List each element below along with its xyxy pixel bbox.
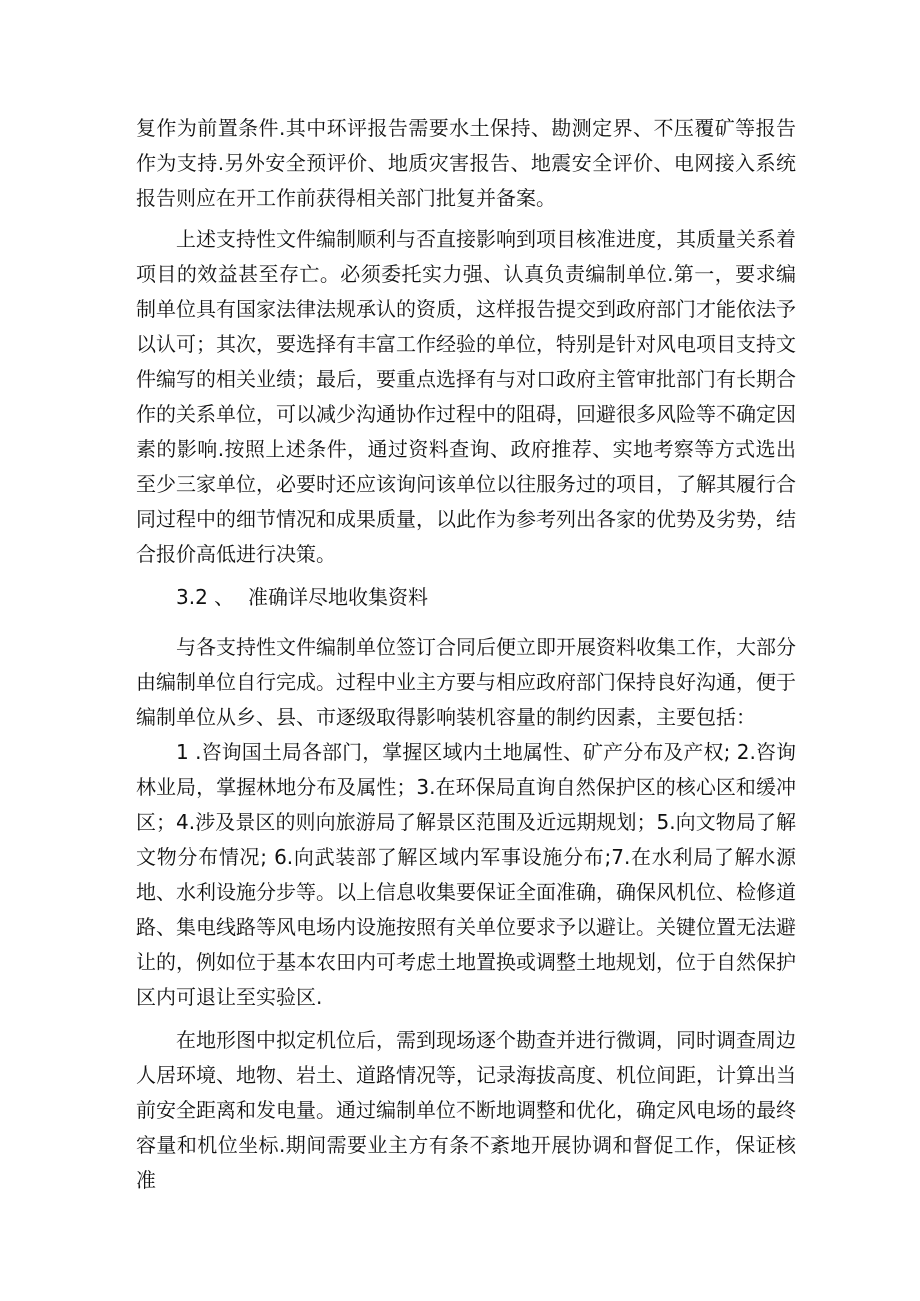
section-number: 3.2 、	[176, 585, 235, 609]
paragraph-consultation-list: 1 .咨询国土局各部门，掌握区域内土地属性、矿产分布及产权; 2.咨询林业局，掌握林地分布及属性；3.在环保局直询自然保护区的核心区和缓冲区；4.涉及景区的则向旅游局了解景区范围及近远期规划；5.向文物局了解文物分布情况; 6.向武装部了解区域内军事设施分布;7.在水利局了解水源地、水利设施分步等。以上信息收集要保证全面准确，确保风机位、检修道路、集电线路等风电场内设施按照有关单位要求予以避让。关键位置无法避让的，例如位于基本农田内可考虑土地置换或调整土地规划，位于自然保护区内可退让至实验区.	[136, 740, 796, 1009]
section-title: 准确详尽地收集资料	[248, 585, 428, 609]
document-body	[136, 111, 796, 1198]
paragraph-site-survey: 在地形图中拟定机位后，需到现场逐个勘查并进行微调，同时调查周边人居环境、地物、岩土、道路情况等，记录海拔高度、机位间距，计算出当前安全距离和发电量。通过编制单位不断地调整和优化，确定风电场的最终容量和机位坐标.期间需要业主方有条不紊地开展协调和督促工作，保证核准	[136, 1028, 796, 1192]
paragraph-supporting-documents: 上述支持性文件编制顺利与否直接影响到项目核准进度，其质量关系着项目的效益甚至存亡。必须委托实力强、认真负责编制单位.第一，要求编制单位具有国家法律法规承认的资质，这样报告提交到政府部门才能依法予以认可；其次，要选择有丰富工作经验的单位，特别是针对风电项目支持文件编写的相关业绩；最后，要重点选择有与对口政府主管审批部门有长期合作的关系单位，可以减少沟通协作过程中的阻碍，回避很多风险等不确定因素的影响.按照上述条件，通过资料查询、政府推荐、实地考察等方式选出至少三家单位，必要时还应该询问该单位以往服务过的项目，了解其履行合同过程中的细节情况和成果质量，以此作为参考列出各家的优势及劣势，结合报价高低进行决策。	[136, 227, 796, 566]
section-heading	[136, 578, 796, 616]
paragraph-continued: 复作为前置条件.其中环评报告需要水土保持、勘测定界、不压覆矿等报告作为支持.另外安全预评价、地质灾害报告、地震安全评价、电网接入系统报告则应在开工作前获得相关部门批复并备案。	[136, 116, 796, 210]
paragraph-data-collection: 与各支持性文件编制单位签订合同后便立即开展资料收集工作，大部分由编制单位自行完成。过程中业主方要与相应政府部门保持良好沟通，便于编制单位从乡、县、市逐级取得影响装机容量的制约因素，主要包括：	[136, 635, 796, 729]
